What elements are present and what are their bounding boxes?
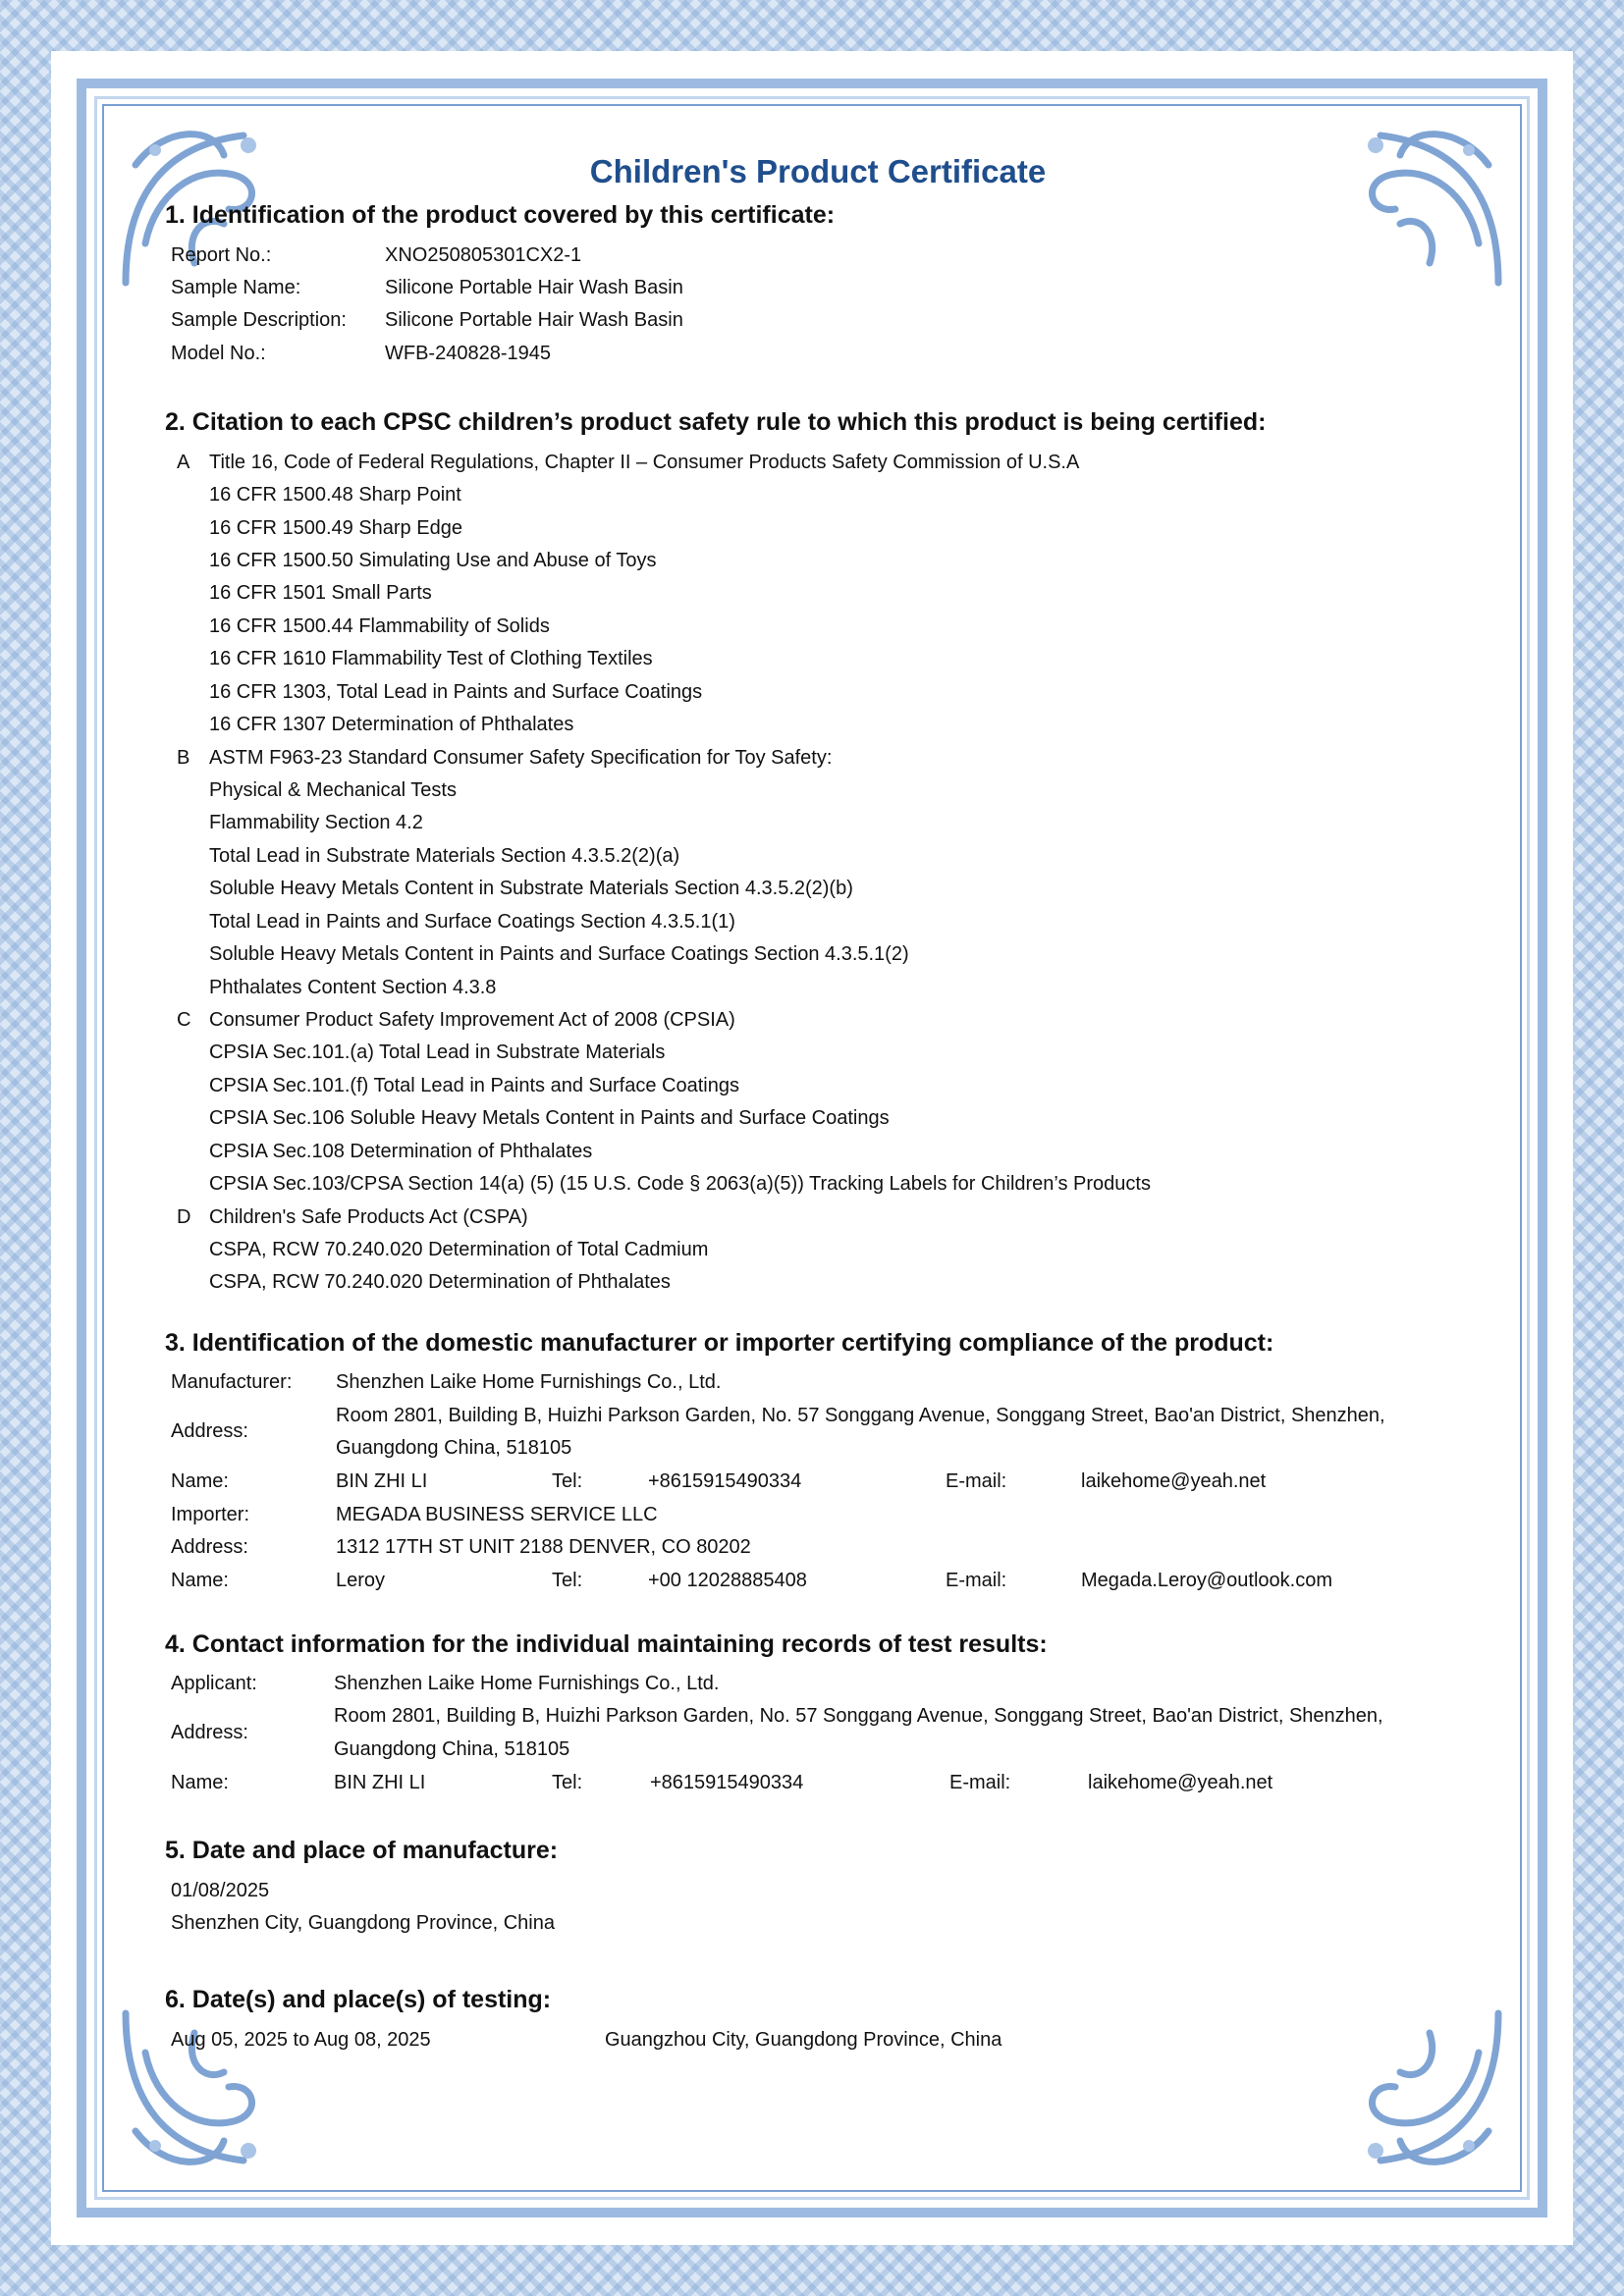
manufacturer-label: Manufacturer: — [171, 1371, 293, 1393]
citation-item: Soluble Heavy Metals Content in Substrate Materials Section 4.3.5.2(2)(b) — [209, 878, 853, 899]
address-label-text: Address: — [171, 1722, 248, 1743]
citation-item: ASTM F963-23 Standard Consumer Safety Specification for Toy Safety: — [209, 747, 833, 769]
section-4-heading: 4. Contact information for the individual maintaining records of test results: — [165, 1630, 1048, 1658]
citation-item: 16 CFR 1500.44 Flammability of Solids — [209, 615, 550, 637]
field-label: Report No.: — [171, 244, 272, 266]
name-value: BIN ZHI LI — [334, 1772, 426, 1793]
importer-value: MEGADA BUSINESS SERVICE LLC — [336, 1504, 658, 1525]
citation-item: CPSIA Sec.101.(a) Total Lead in Substrate Materials — [209, 1041, 666, 1063]
citation-item: Physical & Mechanical Tests — [209, 779, 457, 801]
citation-item: CPSIA Sec.106 Soluble Heavy Metals Content in Paints and Surface Coatings — [209, 1107, 890, 1129]
section-5-heading: 5. Date and place of manufacture: — [165, 1837, 559, 1864]
citation-item: 16 CFR 1610 Flammability Test of Clothing Textiles — [209, 648, 653, 669]
citation-item: 16 CFR 1500.49 Sharp Edge — [209, 517, 462, 539]
group-letter-a: A — [177, 452, 190, 473]
tel-value: +8615915490334 — [650, 1772, 804, 1793]
importer-address-value: 1312 17TH ST UNIT 2188 DENVER, CO 80202 — [336, 1536, 751, 1558]
citation-item: Total Lead in Paints and Surface Coatings Section 4.3.5.1(1) — [209, 911, 735, 933]
email-value: laikehome@yeah.net — [1088, 1772, 1273, 1793]
corner-ornament-icon — [106, 1994, 302, 2190]
field-label: Sample Description: — [171, 309, 347, 331]
testing-place: Guangzhou City, Guangdong Province, China — [605, 2029, 1002, 2051]
citation-item: CPSIA Sec.101.(f) Total Lead in Paints and Surface Coatings — [209, 1075, 739, 1096]
field-value: XNO250805301CX2-1 — [385, 244, 582, 266]
name-label: Name: — [171, 1570, 229, 1591]
address-line-1: Room 2801, Building B, Huizhi Parkson Garden, No. 57 Songgang Avenue, Songgang Street, Bao'an District, Shenzhen, — [334, 1705, 1383, 1727]
email-label: E-mail: — [946, 1470, 1007, 1492]
citation-item: CPSIA Sec.103/CPSA Section 14(a) (5) (15 U.S. Code § 2063(a)(5)) Tracking Labels for Children’s Products — [209, 1173, 1151, 1195]
address-line-2: Guangdong China, 518105 — [334, 1738, 570, 1760]
name-label: Name: — [171, 1470, 229, 1492]
applicant-value: Shenzhen Laike Home Furnishings Co., Ltd. — [334, 1673, 720, 1694]
importer-address-label: Address: — [171, 1536, 248, 1558]
citation-item: Children's Safe Products Act (CSPA) — [209, 1206, 528, 1228]
section-3-heading: 3. Identification of the domestic manufacturer or importer certifying compliance of the product: — [165, 1329, 1274, 1357]
manufacture-date: 01/08/2025 — [171, 1880, 270, 1901]
citation-item: CPSIA Sec.108 Determination of Phthalates — [209, 1141, 593, 1162]
corner-ornament-icon — [1322, 1994, 1518, 2190]
group-letter-b: B — [177, 747, 190, 769]
field-value: Silicone Portable Hair Wash Basin — [385, 309, 683, 331]
name-value: Leroy — [336, 1570, 386, 1591]
address-line-2: Guangdong China, 518105 — [336, 1437, 572, 1459]
field-value: WFB-240828-1945 — [385, 343, 551, 364]
email-label: E-mail: — [946, 1570, 1007, 1591]
citation-item: Total Lead in Substrate Materials Section 4.3.5.2(2)(a) — [209, 845, 680, 867]
email-label: E-mail: — [949, 1772, 1011, 1793]
section-1-heading: 1. Identification of the product covered by this certificate: — [165, 201, 836, 229]
name-label: Name: — [171, 1772, 229, 1793]
citation-item: Phthalates Content Section 4.3.8 — [209, 977, 497, 998]
address-line-1: Room 2801, Building B, Huizhi Parkson Garden, No. 57 Songgang Avenue, Songgang Street, Bao'an District, Shenzhen, — [336, 1405, 1385, 1426]
tel-value: +00 12028885408 — [648, 1570, 807, 1591]
citation-item: 16 CFR 1303, Total Lead in Paints and Surface Coatings — [209, 681, 703, 703]
email-value: Megada.Leroy@outlook.com — [1081, 1570, 1332, 1591]
section-2-heading: 2. Citation to each CPSC children’s product safety rule to which this product is being certified: — [165, 408, 1267, 436]
address-label-text: Address: — [171, 1420, 248, 1442]
citation-item: 16 CFR 1307 Determination of Phthalates — [209, 714, 574, 735]
field-label: Sample Name: — [171, 277, 301, 298]
group-letter-d: D — [177, 1206, 191, 1228]
citation-item: Consumer Product Safety Improvement Act of 2008 (CPSIA) — [209, 1009, 735, 1031]
citation-item: Flammability Section 4.2 — [209, 812, 423, 833]
manufacture-place: Shenzhen City, Guangdong Province, China — [171, 1912, 555, 1934]
citation-item: Title 16, Code of Federal Regulations, Chapter II – Consumer Products Safety Commission of U.S.A — [209, 452, 1080, 473]
citation-item: 16 CFR 1500.48 Sharp Point — [209, 484, 461, 506]
citation-item: Soluble Heavy Metals Content in Paints and Surface Coatings Section 4.3.5.1(2) — [209, 943, 909, 965]
manufacturer-value: Shenzhen Laike Home Furnishings Co., Ltd. — [336, 1371, 722, 1393]
citation-item: 16 CFR 1501 Small Parts — [209, 582, 432, 604]
group-letter-c: C — [177, 1009, 191, 1031]
corner-ornament-icon — [1322, 106, 1518, 302]
testing-dates: Aug 05, 2025 to Aug 08, 2025 — [171, 2029, 431, 2051]
page-title: Children's Product Certificate — [589, 153, 1047, 189]
field-value: Silicone Portable Hair Wash Basin — [385, 277, 683, 298]
applicant-label: Applicant: — [171, 1673, 257, 1694]
name-value: BIN ZHI LI — [336, 1470, 428, 1492]
field-label: Model No.: — [171, 343, 266, 364]
citation-item: 16 CFR 1500.50 Simulating Use and Abuse of Toys — [209, 550, 657, 571]
tel-label: Tel: — [552, 1772, 583, 1793]
importer-label: Importer: — [171, 1504, 250, 1525]
section-6-heading: 6. Date(s) and place(s) of testing: — [165, 1986, 552, 2013]
tel-value: +8615915490334 — [648, 1470, 802, 1492]
email-value: laikehome@yeah.net — [1081, 1470, 1267, 1492]
citation-item: CSPA, RCW 70.240.020 Determination of Total Cadmium — [209, 1239, 709, 1260]
tel-label: Tel: — [552, 1470, 583, 1492]
tel-label: Tel: — [552, 1570, 583, 1591]
citation-item: CSPA, RCW 70.240.020 Determination of Phthalates — [209, 1271, 671, 1293]
